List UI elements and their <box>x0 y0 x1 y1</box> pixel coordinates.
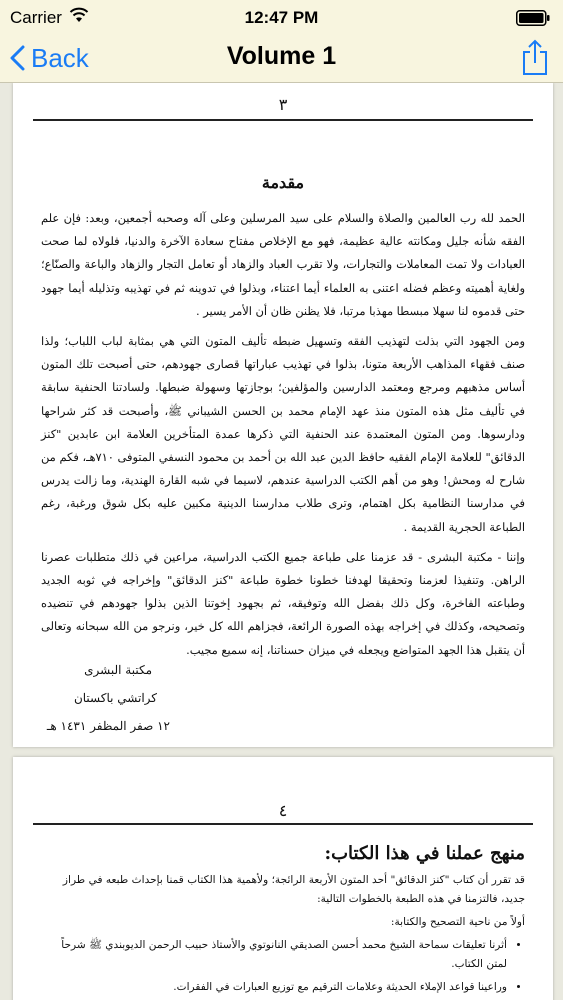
bullet-list <box>41 936 525 997</box>
signature-name: مكتبة البشرى <box>84 663 152 677</box>
battery-icon <box>516 10 550 31</box>
nav-title: Volume 1 <box>226 42 337 70</box>
paragraph: الحمد لله رب العالمين والصلاة والسلام على سيد المرسلين وعلى آله وصحبه أجمعين، وبعد: فإن علم الفقه شأنه جليل ومكانته عالية عظيمة، فهو مع الإخلاص مفتاح سعادة الآخرة والدنيا، فلولاه لما صحت العبادات ولا تمت المعاملات والتجارات، ولا تقرب العباد والزهاد أو تعامل التجار والزهاد والباعة والصنّاع؛ ولغاية أهميته وعظم فضله اعتنى به العلماء أيما اعتناء، وبذلوا في تدوينه ثم في تهذيبه وتذليله أيما جهود حتى قدموه لنا سهلا مبسطا مهذبا مرتبا، فلا يظنن ظان أن الأمر يسير . <box>41 211 525 318</box>
pdf-page-3 <box>13 83 553 747</box>
share-icon <box>521 38 549 76</box>
signature-date: ١٢ صفر المظفر ١٤٣١ هـ <box>46 719 170 733</box>
subheading: أولاً من ناحية التصحيح والكتابة: <box>390 916 525 928</box>
page-heading: منهج عملنا في هذا الكتاب: <box>324 843 525 864</box>
back-label: Back <box>31 42 89 73</box>
pdf-page-viewer[interactable] <box>0 83 563 1000</box>
page-number: ٤ <box>278 801 288 820</box>
signature-city: كراتشي باكستان <box>73 691 157 705</box>
page-number: ٣ <box>278 95 288 114</box>
page-body <box>41 207 525 669</box>
list-item: • أثرنا تعليقات سماحة الشيخ محمد أحسن الصديقي النانوتوي والأستاذ حبيب الرحمن الديوبندي ﷺ شرحاً لمتن الكتاب. <box>41 936 507 974</box>
status-bar <box>0 0 563 38</box>
carrier-label: Carrier <box>10 8 62 27</box>
paragraph: وإننا - مكتبة البشرى - قد عزمنا على طباعة جميع الكتب الدراسية، مراعين في ذلك متطلبات عصرنا الراهن. وتنفيذا لعزمنا وتحقيقا لهدفنا خطونا خطوة طباعة "كنز الدقائق" وإخراجه في ثوبه الجديد وطباعته الفاخرة، وكل ذلك بفضل الله وتوفيقه، ثم بجهود إخوتنا الذين بذلوا جهودهم في تنضيده وتصحيحه، وكذلك في إخراجه بهذه الصورة الرائعة، فجزاهم الله كل خير، ونرجو من الله سبحانه وتعالى أن يتقبل هذا الجهد المتواضع ويجعله في ميزان حسناتنا، إنه سميع مجيب. <box>41 549 525 657</box>
header-rule <box>33 823 533 825</box>
pdf-page-4 <box>13 757 553 1000</box>
paragraph: قد تقرر أن كتاب "كنز الدقائق" أحد المتون الأربعة الرائجة؛ ولأهمية هذا الكتاب قمنا بإحداث طبعه في طراز جديد، فالتزمنا في هذه الطبعة بالخطوات التالية: <box>62 874 525 905</box>
paragraph: ومن الجهود التي بذلت لتهذيب الفقه وتسهيل ضبطه تأليف المتون التي هي بمثابة لباب اللباب؛ ولذا صنف فقهاء المذاهب الأربعة متونا، بذلوا في تهذيب عباراتها قصارى جهودهم، حتى أصبحت تلك المتون أساس مذهبهم ومرجع ومعتمد الدارسين والمؤلفين؛ بوجازتها وسهولة ضبطها. ولسادتنا الحنفية سابقة في تأليف مثل هذه المتون منذ عهد الإمام محمد بن الحسن الشيباني ﷺ، وأصبحت قد كثر شراحها ودارسوها. ومن المتون المعتمدة عند الحنفية التي ذكرها عمدة المتأخرين العلامة ابن عابدين "كنز الدقائق" للعلامة الإمام الفقيه حافظ الدين عبد الله بن أحمد بن محمود النسفي المتوفى ٧١٠هـ، فكم من شارح له ومحش! وهو من أهم الكتب الدراسية عندهم، لاسيما في شبه القارة الهندية، وما زالت يدرس في مدارسنا النظامية بكل اهتمام، وترى طلاب مدارسنا الدينية مكبين عليه بكل شوق ورغبة، رغم الطباعة الحجرية القديمة . <box>41 334 525 534</box>
navigation-bar <box>0 38 563 83</box>
page-body <box>41 871 525 1000</box>
share-button[interactable] <box>521 38 549 80</box>
list-item: • وراعينا قواعد الإملاء الحديثة وعلامات الترقيم مع توزيع العبارات في الفقرات. <box>41 978 507 997</box>
header-rule <box>33 119 533 121</box>
status-time: 12:47 PM <box>244 8 319 27</box>
page-heading: مقدمة <box>261 173 305 192</box>
